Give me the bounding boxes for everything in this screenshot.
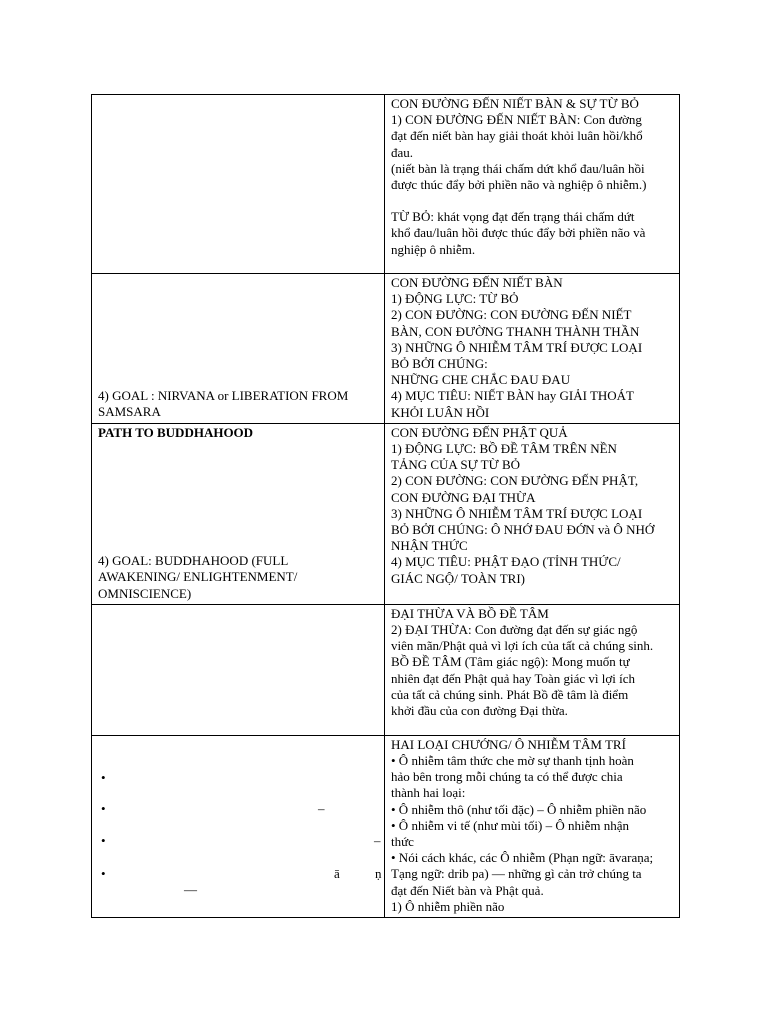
goal-line: OMNISCIENCE) [98,585,192,601]
bullet-glyph: • [101,769,106,785]
blank-line [391,193,674,209]
left-cell [92,423,385,604]
a-macron-glyph: ā [334,865,340,881]
text-line: BỎ BỞI CHÚNG: Ô NHỚ ĐAU ĐỚN và Ô NHỚ [391,522,655,538]
text-line: 4) MỤC TIÊU: PHẬT ĐẠO (TỈNH THỨC/ [391,554,621,570]
bullet-glyph: • [101,865,106,881]
dash-glyph: – [374,832,381,848]
text-line: 1) ĐỘNG LỰC: TỪ BỎ [391,291,519,307]
text-line: • Nói cách khác, các Ô nhiễm (Phạn ngữ: āvaraṇa; [391,850,654,866]
text-line: được thúc đẩy bởi phiền não và nghiệp ô nhiễm.) [391,177,647,193]
text-line: 2) CON ĐƯỜNG: CON ĐƯỜNG ĐẾN PHẬT, [391,473,639,489]
text-line: (niết bàn là trạng thái chấm dứt khổ đau/luân hồi [391,160,645,176]
right-cell [385,95,680,274]
text-line: hảo bên trong mỗi chúng ta có thể được chia [391,769,623,785]
text-line: TẢNG CỦA SỰ TỪ BỎ [391,457,521,473]
right-cell [385,423,680,604]
text-line: CON ĐƯỜNG ĐẠI THỪA [391,489,536,505]
text-line: 3) NHỮNG Ô NHIỄM TÂM TRÍ ĐƯỢC LOẠI [391,339,643,355]
text-line: 4) MỤC TIÊU: NIẾT BÀN hay GIẢI THOÁT [391,388,635,404]
right-cell [385,735,680,917]
text-line: NHỮNG CHE CHẮC ĐAU ĐAU [391,372,571,388]
dash-glyph: – [318,800,325,816]
text-line: KHỎI LUÂN HỒI [391,404,490,420]
text-line: khổ đau/luân hồi được thúc đẩy bởi phiền não và [391,225,646,241]
text-line: 2) ĐẠI THỪA: Con đường đạt đến sự giác ngộ [391,622,638,638]
text-line: Tạng ngữ: drib pa) — những gì cản trở chúng ta [391,866,642,882]
text-line: đạt đến Niết bàn và Phật quả. [391,882,544,898]
text-line: CON ĐƯỜNG ĐẾN NIẾT BÀN [391,275,563,290]
text-line: BỎ BỞI CHÚNG: [391,356,488,372]
text-line: khởi đầu của con đường Đại thừa. [391,703,568,719]
comparison-table [91,94,680,918]
table-row [92,274,680,424]
right-cell [385,274,680,424]
text-line: CON ĐƯỜNG ĐẾN NIẾT BÀN & SỰ TỪ BỎ [391,96,639,111]
text-line: 1) Ô nhiễm phiền não [391,898,505,914]
text-line: thức [391,834,414,850]
table-row [92,604,680,735]
text-line: 1) ĐỘNG LỰC: BỒ ĐỀ TÂM TRÊN NỀN [391,441,617,457]
goal-line: 4) GOAL : NIRVANA or LIBERATION FROM [98,387,349,403]
text-line: nghiệp ô nhiễm. [391,241,476,257]
bullet-glyph: • [101,800,106,816]
goal-line: SAMSARA [98,403,161,419]
table-row [92,95,680,274]
text-line: • Ô nhiễm tâm thức che mờ sự thanh tịnh hoàn [391,753,634,769]
text-line: đạt đến niết bàn hay giải thoát khỏi luân hồi/khổ [391,128,643,144]
text-line: BỒ ĐỀ TÂM (Tâm giác ngộ): Mong muốn tự [391,654,630,670]
text-line: 3) NHỮNG Ô NHIỄM TÂM TRÍ ĐƯỢC LOẠI [391,505,643,521]
text-line: viên mãn/Phật quả vì lợi ích của tất cả chúng sinh. [391,638,654,654]
left-cell-fragments [92,735,385,917]
text-line: 1) CON ĐƯỜNG ĐẾN NIẾT BÀN: Con đường [391,112,642,128]
text-line: đau. [391,144,414,160]
table-row [92,423,680,604]
text-line: • Ô nhiễm thô (như tối đặc) – Ô nhiễm phiền não [391,801,647,817]
text-line: ĐẠI THỪA VÀ BỒ ĐỀ TÂM [391,605,549,621]
text-line: GIÁC NGỘ/ TOÀN TRI) [391,570,525,586]
right-cell [385,604,680,735]
text-line: NHẬN THỨC [391,538,468,554]
text-line: • Ô nhiễm vi tế (như mùi tối) – Ô nhiễm nhận [391,817,629,833]
left-cell [92,274,385,424]
left-cell-empty [92,604,385,735]
goal-line: AWAKENING/ ENLIGHTENMENT/ [98,569,298,585]
bullet-glyph: • [101,832,106,848]
text-line: BÀN, CON ĐƯỜNG THANH THÀNH THẦN [391,323,640,339]
bullet-fragments [98,737,382,913]
text-line: 2) CON ĐƯỜNG: CON ĐƯỜNG ĐẾN NIẾT [391,307,632,323]
n-dot-glyph: ṇ [375,865,382,881]
section-heading: PATH TO BUDDHAHOOD [98,424,254,440]
goal-line: 4) GOAL: BUDDHAHOOD (FULL [98,553,289,569]
text-line: CON ĐƯỜNG ĐẾN PHẬT QUẢ [391,424,568,440]
text-line: TỪ BỎ: khát vọng đạt đến trạng thái chấm dứt [391,209,635,225]
text-line: nhiên đạt đến Phật quả hay Toàn giác vì lợi ích [391,670,635,686]
table-row [92,735,680,917]
text-line: HAI LOẠI CHƯỚNG/ Ô NHIỄM TÂM TRÍ [391,736,626,752]
text-line: thành hai loại: [391,785,466,801]
text-line: của tất cả chúng sinh. Phát Bồ đề tâm là điểm [391,686,629,702]
em-dash-glyph: — [184,881,197,897]
left-cell-empty [92,95,385,274]
